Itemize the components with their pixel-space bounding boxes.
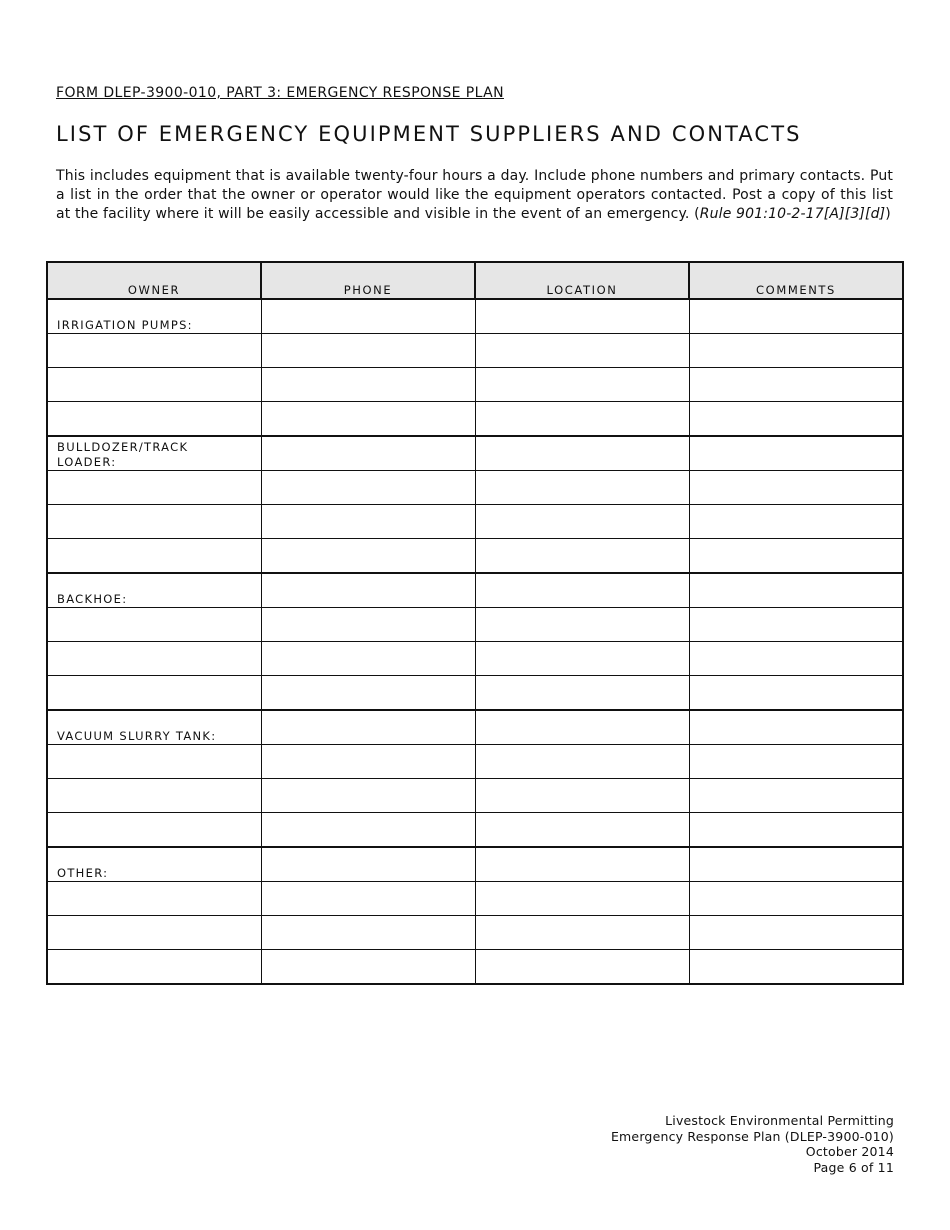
owner-cell[interactable]: [47, 436, 261, 471]
location-cell[interactable]: [475, 436, 689, 471]
location-cell[interactable]: [475, 608, 689, 642]
location-cell[interactable]: [475, 950, 689, 985]
phone-cell[interactable]: [261, 368, 475, 402]
location-cell[interactable]: [475, 779, 689, 813]
comments-cell[interactable]: [689, 813, 903, 848]
table-row: [47, 779, 903, 813]
table-row: [47, 710, 903, 745]
owner-cell[interactable]: [47, 505, 261, 539]
category-label: BACKHOE:: [57, 592, 128, 606]
owner-cell[interactable]: [47, 847, 261, 882]
table-row: [47, 642, 903, 676]
owner-cell[interactable]: [47, 779, 261, 813]
comments-cell[interactable]: [689, 745, 903, 779]
comments-cell[interactable]: [689, 505, 903, 539]
comments-cell[interactable]: [689, 847, 903, 882]
footer-date: October 2014: [805, 1144, 894, 1159]
table-row: [47, 368, 903, 402]
comments-cell[interactable]: [689, 368, 903, 402]
table-row: [47, 745, 903, 779]
phone-cell[interactable]: [261, 882, 475, 916]
table-row: [47, 299, 903, 334]
comments-cell[interactable]: [689, 299, 903, 334]
table-row: [47, 847, 903, 882]
phone-cell[interactable]: [261, 299, 475, 334]
phone-cell[interactable]: [261, 539, 475, 574]
category-label: VACUUM SLURRY TANK:: [57, 729, 217, 743]
table-row: [47, 813, 903, 848]
comments-cell[interactable]: [689, 779, 903, 813]
table-row: [47, 334, 903, 368]
footer-page-number: Page 6 of 11: [813, 1159, 894, 1175]
table-row: [47, 676, 903, 711]
category-label: IRRIGATION PUMPS:: [57, 318, 193, 332]
comments-cell[interactable]: [689, 676, 903, 711]
footer-document: Emergency Response Plan (DLEP-3900-010): [610, 1128, 894, 1144]
owner-cell[interactable]: [47, 608, 261, 642]
page-footer: [611, 1113, 894, 1175]
comments-cell[interactable]: [689, 950, 903, 985]
location-cell[interactable]: [475, 539, 689, 574]
owner-cell[interactable]: [47, 710, 261, 745]
column-header-location: LOCATION: [475, 262, 689, 299]
location-cell[interactable]: [475, 813, 689, 848]
comments-cell[interactable]: [689, 882, 903, 916]
location-cell[interactable]: [475, 471, 689, 505]
owner-cell[interactable]: [47, 573, 261, 608]
table-row: [47, 608, 903, 642]
owner-cell[interactable]: [47, 916, 261, 950]
comments-cell[interactable]: [689, 573, 903, 608]
owner-cell[interactable]: [47, 471, 261, 505]
table-row: [47, 436, 903, 471]
table-row: [47, 950, 903, 985]
table-row: [47, 882, 903, 916]
form-id-heading: FORM DLEP-3900-010, PART 3: EMERGENCY RESPONSE PLAN: [56, 85, 504, 101]
phone-cell[interactable]: [261, 779, 475, 813]
location-cell[interactable]: [475, 710, 689, 745]
owner-cell[interactable]: [47, 642, 261, 676]
owner-cell[interactable]: [47, 539, 261, 574]
comments-cell[interactable]: [689, 334, 903, 368]
footer-program: Livestock Environmental Permitting: [665, 1113, 894, 1128]
owner-cell[interactable]: [47, 813, 261, 848]
column-header-owner: OWNER: [47, 262, 261, 299]
phone-cell[interactable]: [261, 710, 475, 745]
comments-cell[interactable]: [689, 402, 903, 437]
phone-cell[interactable]: [261, 608, 475, 642]
phone-cell[interactable]: [261, 402, 475, 437]
location-cell[interactable]: [475, 916, 689, 950]
location-cell[interactable]: [475, 745, 689, 779]
category-label: BULLDOZER/TRACK LOADER:: [57, 440, 189, 469]
owner-cell[interactable]: [47, 299, 261, 334]
rule-citation: Rule 901:10-2-17[A][3][d]: [699, 206, 886, 222]
comments-cell[interactable]: [689, 539, 903, 574]
location-cell[interactable]: [475, 676, 689, 711]
table-row: [47, 505, 903, 539]
page-title: LIST OF EMERGENCY EQUIPMENT SUPPLIERS AND CONTACTS: [56, 122, 802, 146]
table-header-row: [47, 262, 903, 299]
owner-cell[interactable]: [47, 950, 261, 985]
table-row: [47, 916, 903, 950]
owner-cell[interactable]: [47, 676, 261, 711]
phone-cell[interactable]: [261, 847, 475, 882]
phone-cell[interactable]: [261, 334, 475, 368]
location-cell[interactable]: [475, 882, 689, 916]
category-label: OTHER:: [57, 866, 109, 880]
owner-cell[interactable]: [47, 368, 261, 402]
phone-cell[interactable]: [261, 950, 475, 985]
equipment-contacts-table: [46, 261, 904, 985]
phone-cell[interactable]: [261, 745, 475, 779]
phone-cell[interactable]: [261, 676, 475, 711]
phone-cell[interactable]: [261, 505, 475, 539]
location-cell[interactable]: [475, 642, 689, 676]
owner-cell[interactable]: [47, 745, 261, 779]
table-row: [47, 573, 903, 608]
location-cell[interactable]: [475, 299, 689, 334]
comments-cell[interactable]: [689, 642, 903, 676]
owner-cell[interactable]: [47, 334, 261, 368]
phone-cell[interactable]: [261, 916, 475, 950]
owner-cell[interactable]: [47, 882, 261, 916]
column-header-comments: COMMENTS: [689, 262, 903, 299]
phone-cell[interactable]: [261, 436, 475, 471]
location-cell[interactable]: [475, 334, 689, 368]
phone-cell[interactable]: [261, 813, 475, 848]
comments-cell[interactable]: [689, 436, 903, 471]
comments-cell[interactable]: [689, 916, 903, 950]
table-body: [47, 299, 903, 984]
intro-paragraph: [56, 167, 893, 224]
column-header-phone: PHONE: [261, 262, 475, 299]
phone-cell[interactable]: [261, 573, 475, 608]
comments-cell[interactable]: [689, 471, 903, 505]
location-cell[interactable]: [475, 505, 689, 539]
comments-cell[interactable]: [689, 710, 903, 745]
phone-cell[interactable]: [261, 471, 475, 505]
comments-cell[interactable]: [689, 608, 903, 642]
table-row: [47, 471, 903, 505]
location-cell[interactable]: [475, 368, 689, 402]
table-row: [47, 539, 903, 574]
location-cell[interactable]: [475, 573, 689, 608]
location-cell[interactable]: [475, 847, 689, 882]
intro-text: This includes equipment that is available twenty-four hours a day. Include phone numbers and primary contacts. Put a list in the order that the owner or operator would like the equipment operators contacted. Post a copy of this list at the facility where it will be easily accessible and visible in the event of an emergency. (: [56, 168, 893, 222]
location-cell[interactable]: [475, 402, 689, 437]
table-row: [47, 402, 903, 437]
owner-cell[interactable]: [47, 402, 261, 437]
phone-cell[interactable]: [261, 642, 475, 676]
intro-closing: ): [885, 206, 891, 222]
